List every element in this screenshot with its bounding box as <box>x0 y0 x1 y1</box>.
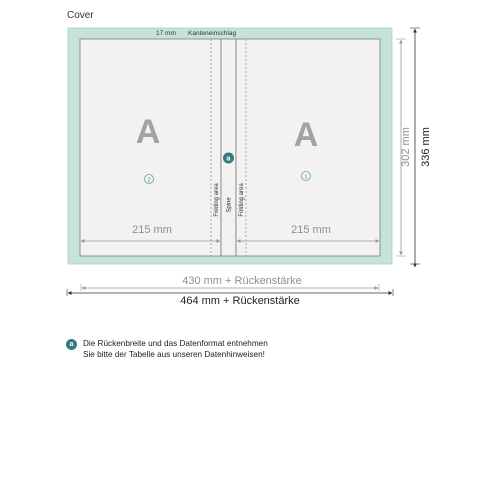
page-title: Cover <box>67 10 94 21</box>
width-outer-label: 464 mm + Rückenstärke <box>180 295 300 307</box>
left-panel-letter: A <box>135 113 161 151</box>
height-inner-label: 302 mm <box>400 127 412 167</box>
note-text <box>83 338 268 360</box>
spine-strip <box>221 39 236 256</box>
right-panel-letter: A <box>293 116 319 154</box>
edge-wrap-label: Kanteneinschlag <box>188 30 237 37</box>
panel-width-left-label: 215 mm <box>132 224 172 236</box>
note-line-1: Die Rückenbreite und das Datenformat entnehmen <box>83 339 268 348</box>
spine-label: Spine <box>226 197 233 213</box>
page-number-left: 2 <box>147 177 151 184</box>
spine-badge-letter: a <box>226 153 231 163</box>
spine-note <box>66 338 268 360</box>
folding-area-label-right: Folding area <box>239 183 245 217</box>
height-outer-label: 336 mm <box>420 127 432 167</box>
edge-wrap-mm-label: 17 mm <box>156 30 176 37</box>
panel-width-right-label: 215 mm <box>291 224 331 236</box>
page-number-right: 1 <box>304 174 308 181</box>
note-line-2: Sie bitte der Tabelle aus unseren Datenhinweisen! <box>83 350 265 359</box>
folding-area-label-left: Folding area <box>214 183 220 217</box>
note-badge: a <box>66 339 77 350</box>
width-inner-label: 430 mm + Rückenstärke <box>182 275 302 287</box>
